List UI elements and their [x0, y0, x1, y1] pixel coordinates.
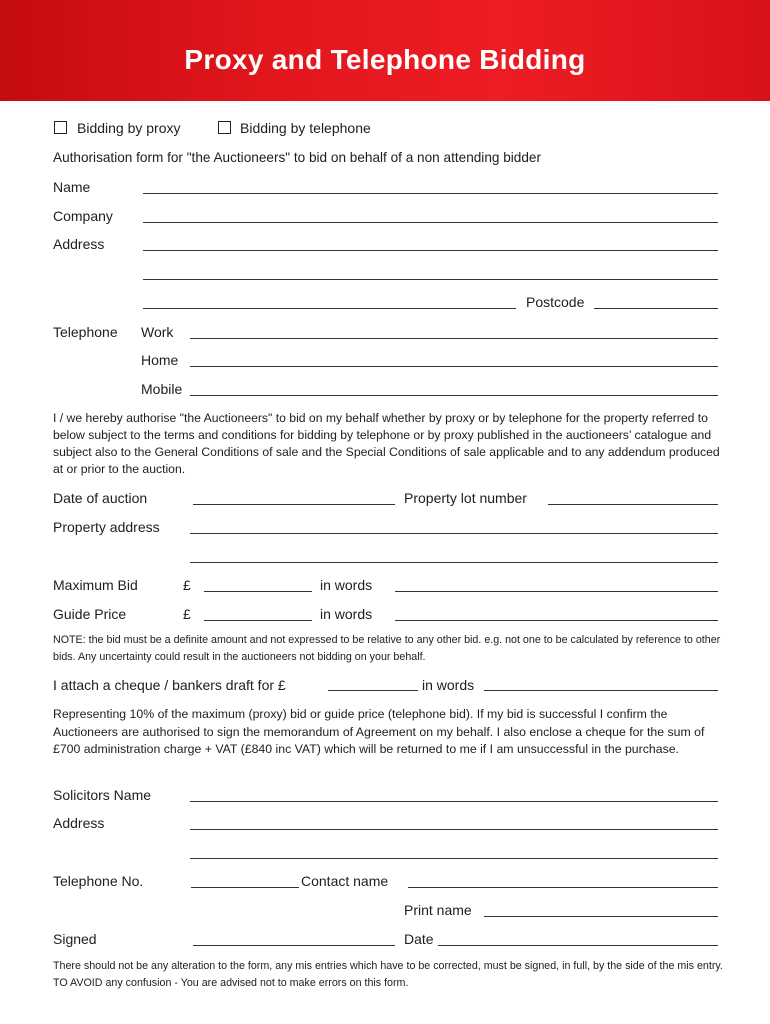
postcode-label: Postcode: [526, 294, 585, 310]
signed-label: Signed: [53, 931, 97, 947]
date-field[interactable]: [438, 945, 718, 946]
guide-price-label: Guide Price: [53, 606, 127, 622]
telephone-no-label: Telephone No.: [53, 873, 144, 889]
cheque-amount-field[interactable]: [328, 690, 418, 691]
page-title: Proxy and Telephone Bidding: [184, 44, 586, 75]
property-address-field-line-1[interactable]: [190, 533, 718, 534]
solicitor-address-label: Address: [53, 815, 105, 831]
date-of-auction-field[interactable]: [193, 504, 395, 505]
mobile-label: Mobile: [141, 381, 183, 397]
print-name-field[interactable]: [484, 916, 718, 917]
contact-name-label: Contact name: [301, 873, 389, 889]
guide-price-in-words-label: in words: [320, 606, 373, 622]
footer-text: There should not be any alteration to the form, any mis entries which have to be corrected, must be signed, in full, by the side of the mis entry. TO AVOID any confusion - You are advised not to make errors on this form.: [53, 960, 723, 989]
property-address-label: Property address: [53, 519, 160, 535]
date-of-auction-label: Date of auction: [53, 490, 148, 506]
guide-price-amount-field[interactable]: [204, 620, 312, 621]
work-label: Work: [141, 324, 174, 340]
address-field-line-2[interactable]: [143, 279, 718, 280]
name-label: Name: [53, 179, 91, 195]
property-address-field-line-2[interactable]: [190, 562, 718, 563]
guide-price-words-field[interactable]: [395, 620, 718, 621]
maximum-bid-words-field[interactable]: [395, 591, 718, 592]
postcode-field[interactable]: [594, 308, 718, 309]
solicitor-telephone-field[interactable]: [191, 887, 299, 888]
name-field[interactable]: [143, 193, 718, 194]
date-label: Date: [404, 931, 434, 947]
proxy-checkbox[interactable]: [54, 121, 67, 134]
work-phone-field[interactable]: [190, 338, 718, 339]
home-label: Home: [141, 352, 179, 368]
intro-text: Authorisation form for "the Auctioneers" to bid on behalf of a non attending bidder: [53, 150, 542, 165]
maximum-bid-currency: £: [183, 577, 191, 593]
solicitor-address-field-line-1[interactable]: [190, 829, 718, 830]
address-field-line-3[interactable]: [143, 308, 516, 309]
company-field[interactable]: [143, 222, 718, 223]
guide-price-currency: £: [183, 606, 191, 622]
maximum-bid-amount-field[interactable]: [204, 591, 312, 592]
signature-field[interactable]: [193, 945, 395, 946]
address-label: Address: [53, 236, 105, 252]
authorisation-text: I / we hereby authorise "the Auctioneers" to bid on my behalf whether by proxy or by telephone for the property referred to below subject to the terms and conditions for bidding by telephone or by proxy published in the auctioneers’ catalogue and subject also to the General Conditions of sale and the Special Conditions of sale applicable and to any addendum produced at or prior to the auction.: [53, 411, 720, 476]
cheque-in-words-label: in words: [422, 677, 475, 693]
proxy-checkbox-label: Bidding by proxy: [77, 120, 181, 136]
company-label: Company: [53, 208, 113, 224]
solicitors-name-field[interactable]: [190, 801, 718, 802]
maximum-bid-label: Maximum Bid: [53, 577, 138, 593]
representing-text: Representing 10% of the maximum (proxy) bid or guide price (telephone bid). If my bid is successful I confirm the Auctioneers are authorised to sign the memorandum of Agreement on my behalf. I also enclose a cheque for the sum of £700 administration charge + VAT (£840 inc VAT) which will be returned to me if I am unsuccessful in the purchase.: [53, 707, 705, 756]
home-phone-field[interactable]: [190, 366, 718, 367]
telephone-checkbox-label: Bidding by telephone: [240, 120, 371, 136]
solicitor-address-field-line-2[interactable]: [190, 858, 718, 859]
cheque-label: I attach a cheque / bankers draft for £: [53, 677, 286, 693]
print-name-label: Print name: [404, 902, 472, 918]
telephone-checkbox[interactable]: [218, 121, 231, 134]
telephone-label: Telephone: [53, 324, 118, 340]
address-field-line-1[interactable]: [143, 250, 718, 251]
contact-name-field[interactable]: [408, 887, 718, 888]
solicitors-name-label: Solicitors Name: [53, 787, 152, 803]
cheque-words-field[interactable]: [484, 690, 718, 691]
property-lot-number-label: Property lot number: [404, 490, 527, 506]
maximum-bid-in-words-label: in words: [320, 577, 373, 593]
mobile-phone-field[interactable]: [190, 395, 718, 396]
note-text: NOTE: the bid must be a definite amount and not expressed to be relative to any other bid. e.g. not one to be calculated by reference to other bids. Any uncertainty could result in the auctioneers not bidding on your behalf.: [53, 634, 721, 663]
property-lot-number-field[interactable]: [548, 504, 718, 505]
